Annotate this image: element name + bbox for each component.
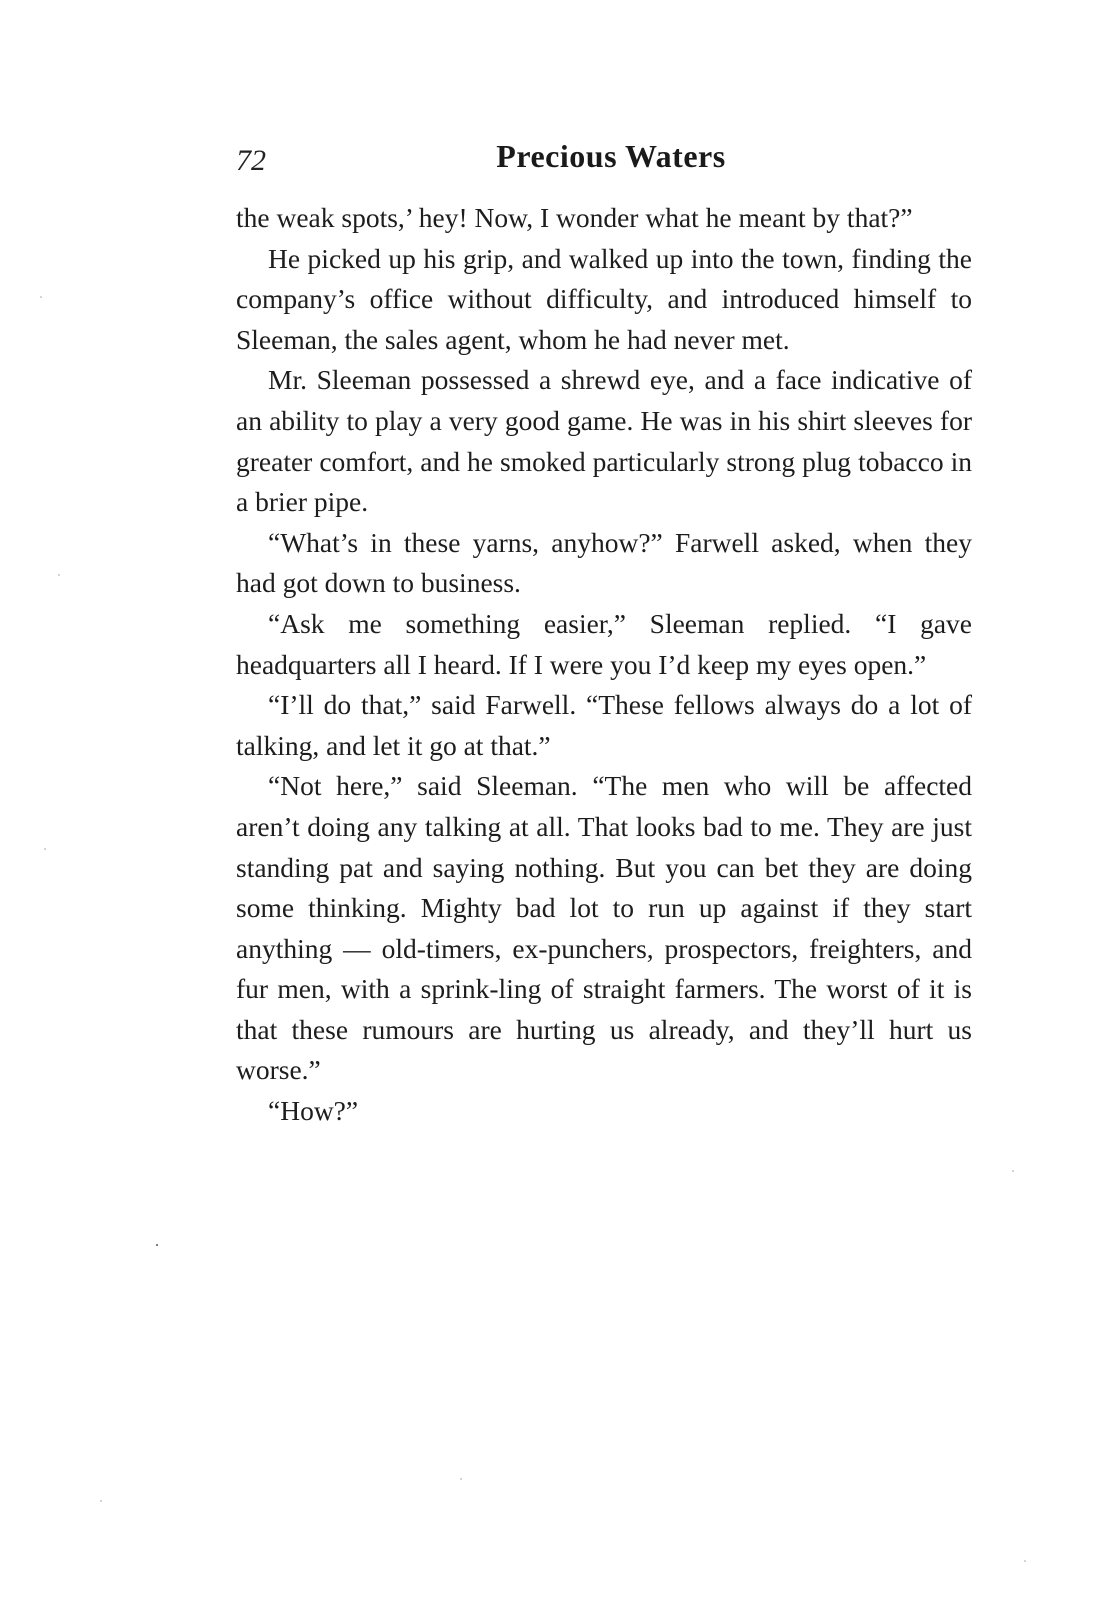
scan-speck — [44, 848, 46, 850]
paragraph: He picked up his grip, and walked up into the town, finding the company’s office without difficulty, and introduced himself to Sleeman, the sales agent, whom he had never met. — [236, 242, 972, 355]
scan-speck — [100, 1500, 102, 1502]
scan-speck — [1024, 1560, 1026, 1562]
running-title: Precious Waters — [496, 138, 726, 174]
scan-speck — [40, 296, 42, 298]
scan-speck — [460, 1478, 462, 1480]
scan-speck — [156, 1244, 158, 1246]
running-head — [236, 138, 972, 188]
scan-speck — [1012, 1170, 1014, 1172]
page-number: 72 — [236, 144, 266, 177]
paragraph: “How?” — [268, 1095, 359, 1127]
paragraph: “What’s in these yarns, anyhow?” Farwell asked, when they had got down to business. — [236, 526, 972, 599]
paragraph: “I’ll do that,” said Farwell. “These fellows always do a lot of talking, and let it go at that.” — [236, 689, 972, 761]
scan-speck — [58, 574, 60, 576]
paragraph: “Not here,” said Sleeman. “The men who will be affected aren’t doing any talking at all. That looks bad to me. They are just standing pat and saying nothing. But you can bet they are doing some thinking. Mighty bad lot to run up against if they start anything — old-timers, ex-punchers, prospectors, freighters, and fur men, with a sprink-ling of straight farmers. The worst of it is that these rumours are hurting us already, and they’ll hurt us worse.” — [236, 770, 972, 1086]
body-text — [236, 198, 972, 1132]
paragraph-continued: the weak spots,’ hey! Now, I wonder what he meant by that?” — [236, 202, 913, 233]
paragraph: “Ask me something easier,” Sleeman replied. “I gave headquarters all I heard. If I were you I’d keep my eyes open.” — [236, 607, 972, 680]
paragraph: Mr. Sleeman possessed a shrewd eye, and a face indicative of an ability to play a very good game. He was in his shirt sleeves for greater comfort, and he smoked particularly strong plug tobacco in a brier pipe. — [236, 364, 972, 518]
